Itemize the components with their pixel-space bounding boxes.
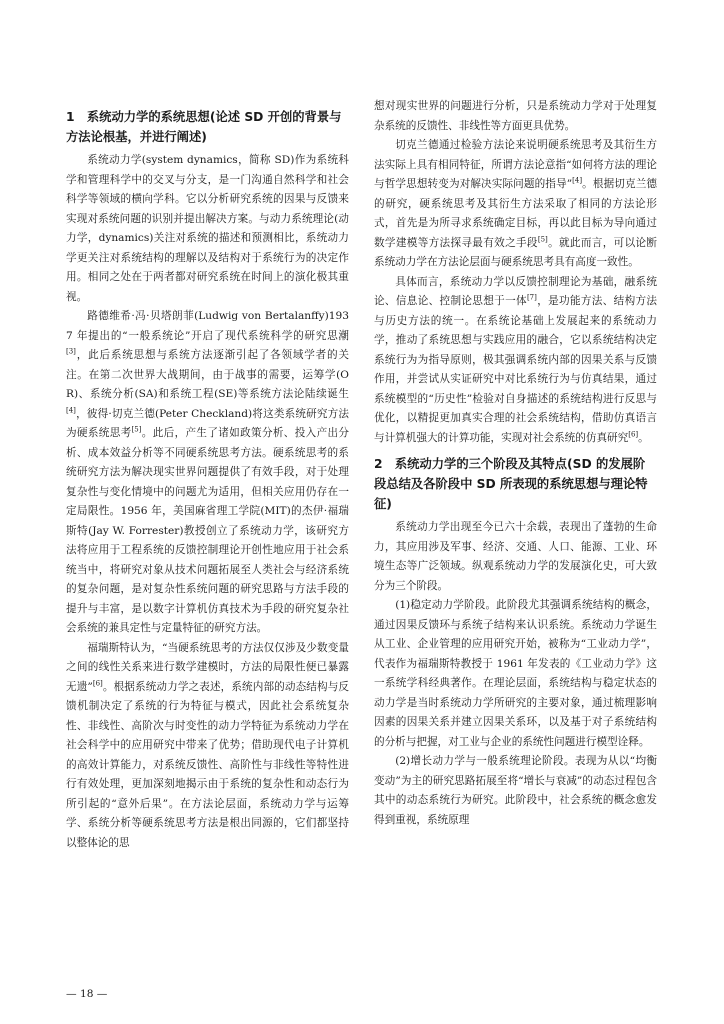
left-column xyxy=(66,97,349,853)
page-number: — 18 — xyxy=(66,988,108,1000)
text-run: 切克兰德通过检验方法论来说明硬系统思考及其衍生方法实际上具有相同特征，所谓方法论意指“如何将方法的理论与哲学思想转变为对解决实际问题的指导” xyxy=(374,139,657,190)
citation-ref: [4] xyxy=(66,405,76,414)
paragraph: (2)增长动力学与一般系统理论阶段。表现为从以“均衡变动”为主的研究思路拓展至将“增长与衰减”的动态过程包含其中的动态系统行为研究。此阶段中，社会系统的概念愈发得到重视，系统原理 xyxy=(374,755,657,826)
paragraph xyxy=(374,136,657,273)
text-run: 。根据系统动力学之表述，系统内部的动态结构与反馈机制决定了系统的行为特征与模式，因此社会系统复杂性、非线性、高阶次与时变性的动力学特征为系统动力学在社会科学中的应用研究中带来了优势；借助现代电子计算机的高效计算能力，对系统反馈性、高阶性与非线性等特性进行有效处理，更加深刻地揭示由于系统的复杂性和动态行为所引起的“意外后果”。在方法论层面，系统动力学与运筹学、系统分析等硬系统思考方法是根出同源的，它们都坚持以整体论的思 xyxy=(66,680,350,849)
citation-ref: [3] xyxy=(66,347,76,356)
paragraph: 系统动力学(system dynamics，简称 SD)作为系统科学和管理科学中的交叉与分支，是一门沟通自然科学和社会科学等领域的横向学科。它以分析研究系统的因果与反馈来实现对系统问题的识别并提出解决方案。与动力系统理论(动力学，dynamics)关注对系统的描述和预测相比，系统动力学更关注对系统结构的理解以及结构对于系统行为的决定作用。相同之处在于两者都对研究系统在时间上的演化极其重视。 xyxy=(66,154,349,303)
citation-ref: [5] xyxy=(131,425,142,434)
text-run: 具体而言，系统动力学以反馈控制理论为基础，融系统论、信息论、控制论思想于一体 xyxy=(374,275,657,307)
section-2-heading: 2 系统动力学的三个阶段及其特点(SD 的发展阶段总结及各阶段中 SD 所表现的系统思想与理论特征) xyxy=(374,457,648,511)
text-run: ，此后系统思想与系统方法逐渐引起了各领域学者的关注。在第二次世界大战期间，由于战事的需要，运筹学(OR)、系统分析(SA)和系统工程(SE)等系统方法论陆续诞生 xyxy=(66,349,349,400)
paragraph: (1)稳定动力学阶段。此阶段尤其强调系统结构的概念，通过因果反馈环与系统子结构来认识系统。系统动力学诞生从工业、企业管理的应用研究开始，被称为“工业动力学”，代表作为福瑞斯特教授于 1961 年发表的《工业动力学》这一系统学科经典著作。在理论层面，系统结构与稳定状态的动力学是当时系统动力学所研究的主要对象，通过梳理影响因素的因果关系并建立因果关系环，以及基于对子系统结构的分析与把握，对工业与企业的系统性问题进行模型诠释。 xyxy=(374,599,657,748)
paragraph xyxy=(66,307,349,639)
text-run: 。就此而言，可以论断系统动力学在方法论层面与硬系统思考具有高度一致性。 xyxy=(374,236,658,268)
section-1-heading: 1 系统动力学的系统思想(论述 SD 开创的背景与方法论根基，并进行阐述) xyxy=(66,110,342,144)
text-run: 路德维希·冯·贝塔朗菲(Ludwig von Bertalanffy)1937 年提出的“一般系统论”开启了现代系统科学的研究思潮 xyxy=(66,310,349,342)
citation-ref: [7] xyxy=(526,293,537,302)
citation-ref: [6] xyxy=(628,429,639,438)
text-run: 。 xyxy=(638,431,649,444)
text-run: ，是功能方法、结构方法与历史方法的统一。在系统论基础上发展起来的系统动力学，推动了系统思想与实践应用的融合，它以系统结构决定系统行为为指导原则，极其强调系统内部的因果关系与反馈作用，并尝试从实证研究中对比系统行为与仿真结果，通过系统模型的“历史性”检验对自身描述的系统结构进行反思与优化，以精捉更加真实合理的社会系统结构，借助仿真语言与计算机强大的计算功能，实现对社会系统的仿真研究 xyxy=(374,295,658,444)
paragraph xyxy=(374,273,657,449)
text-run: 福瑞斯特认为，“当硬系统思考的方法仅仅涉及少数变量之间的线性关系来进行数学建模时，方法的局限性便已暴露无遗” xyxy=(66,641,349,693)
right-column xyxy=(374,97,657,830)
citation-ref: [5] xyxy=(537,234,548,243)
paragraph: 系统动力学出现至今已六十余载，表现出了蓬勃的生命力，其应用涉及军事、经济、交通、人口、能源、工业、环境生态等广泛领域。纵观系统动力学的发展演化史，可大致分为三个阶段。 xyxy=(374,521,657,592)
citation-ref: [6] xyxy=(92,678,103,687)
paragraph: 想对现实世界的问题进行分析，只是系统动力学对于处理复杂系统的反馈性、非线性等方面更具优势。 xyxy=(374,100,657,132)
text-run: 。此后，产生了诸如政策分析、投入产出分析、成本效益分析等不同硬系统思考方法。硬系统思考的系统研究方法为解决现实世界问题提供了有效手段，对于处理复杂性与变化情境中的问题尤为适用，但相关应用仍存在一定局限性。1956 年，美国麻省理工学院(MIT)的杰伊·福瑞斯特(Jay W. Forrester)教授创立了系统动力学，该研究方法将应用于工程系统的反馈控制理论开创性地应用于社会系统当中，将研究对象从技术问题拓展至人类社会与经济系统的复杂问题，是对复杂性系统问题的研究思路与方法手段的提升与丰富，是以数字计算机仿真技术为手段的研究复杂社会系统的兼具定性与定量特征的研究方法。 xyxy=(66,427,350,634)
text-run: ，彼得·切克兰德(Peter Checkland)将这类系统研究方法为硬系统思考 xyxy=(66,407,349,439)
text-run: 。根据切克兰德的研究，硬系统思考及其衍生方法采取了相同的方法论形式，首先是为所寻求系统确定目标，再以此目标为导向通过数学建模等方法探寻最有效之手段 xyxy=(374,178,658,249)
citation-ref: [4] xyxy=(572,176,583,185)
paragraph xyxy=(66,639,349,854)
